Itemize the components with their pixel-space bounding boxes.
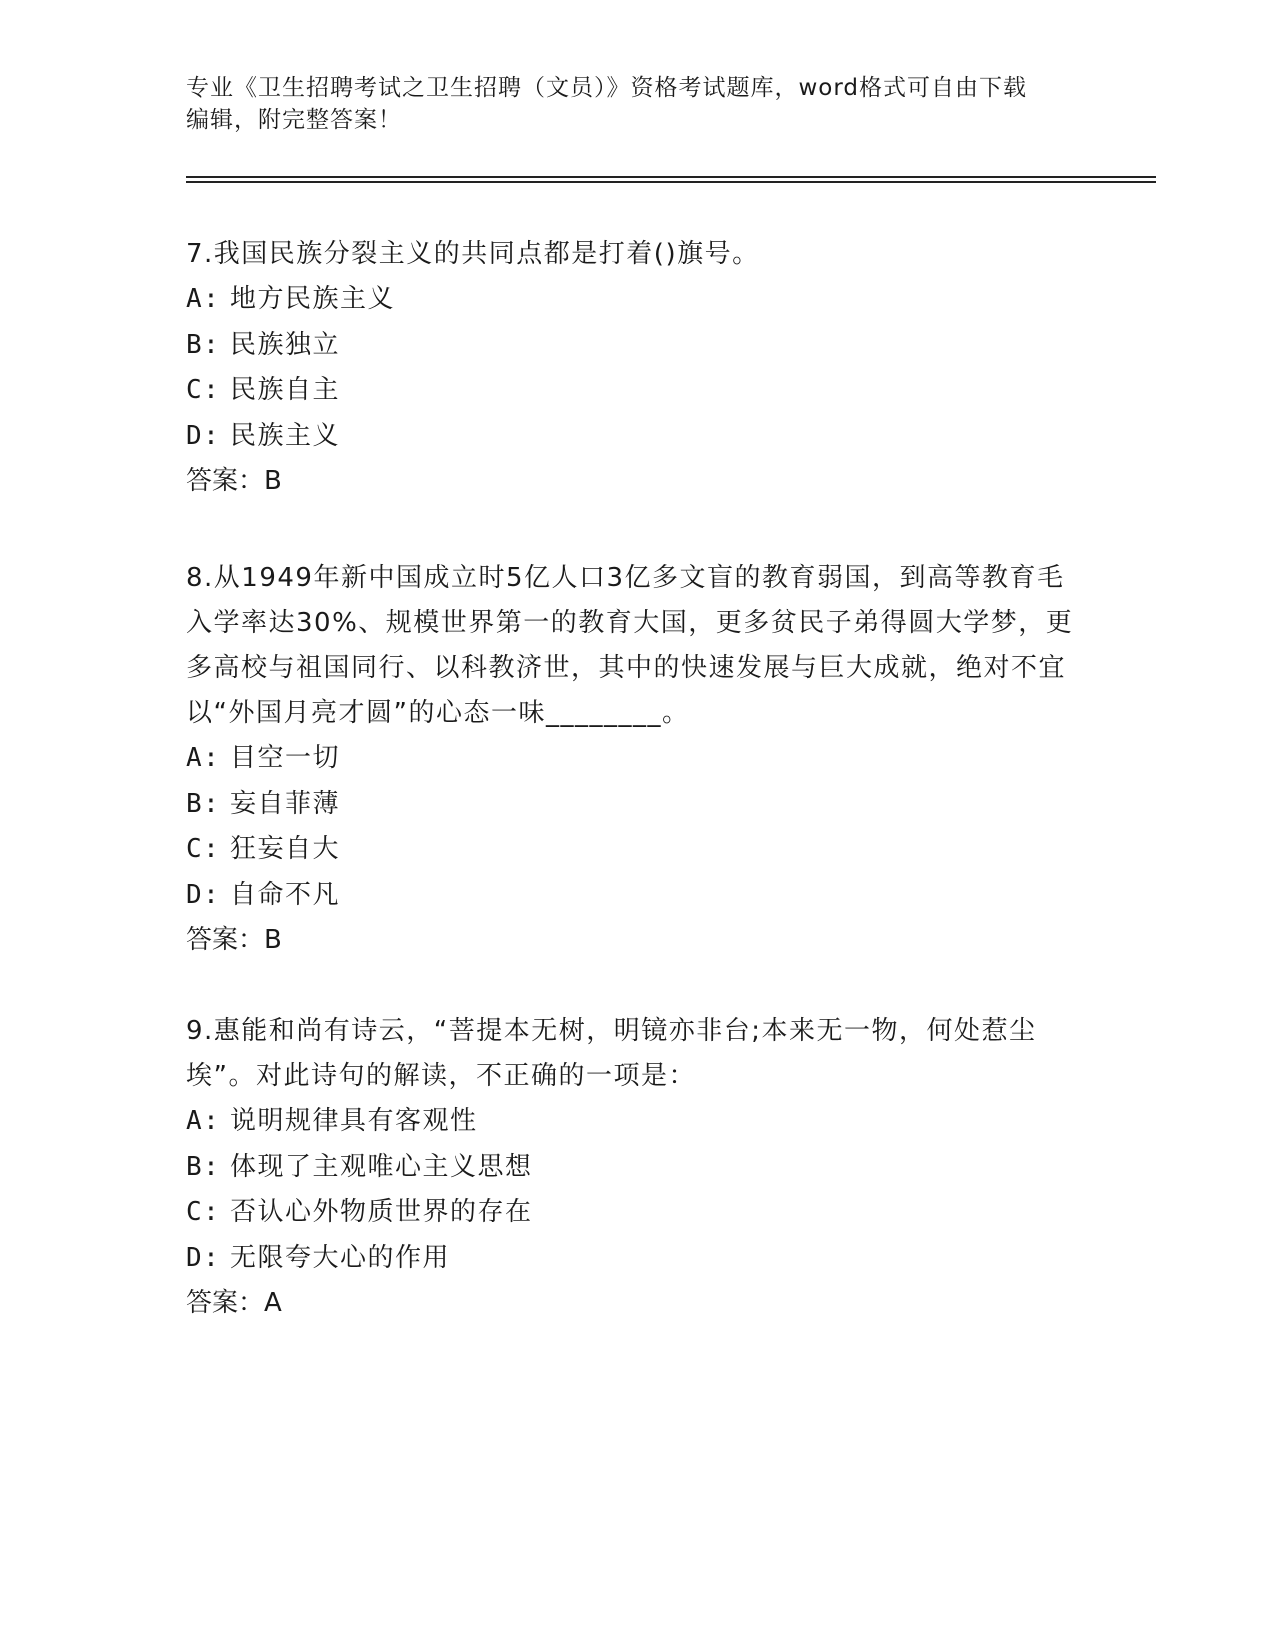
option-letter: D: bbox=[186, 420, 221, 451]
option-d bbox=[186, 414, 1086, 460]
option-text: 否认心外物质世界的存在 bbox=[230, 1197, 533, 1227]
option-text: 民族主义 bbox=[230, 420, 341, 451]
question-stem: 9.惠能和尚有诗云，“菩提本无树，明镜亦非台;本来无一物，何处惹尘埃”。对此诗句的解读，不正确的一项是： bbox=[186, 1016, 1037, 1091]
option-letter: C: bbox=[186, 834, 221, 864]
option-text: 民族自主 bbox=[230, 375, 341, 405]
option-text: 妄自菲薄 bbox=[230, 788, 341, 819]
option-letter: A: bbox=[186, 1106, 221, 1136]
option-text: 民族独立 bbox=[230, 329, 341, 360]
option-letter: D: bbox=[186, 879, 221, 910]
option-b bbox=[186, 323, 1086, 369]
option-d bbox=[186, 873, 1086, 919]
option-text: 地方民族主义 bbox=[230, 284, 396, 314]
option-letter: C: bbox=[186, 375, 221, 405]
option-text: 体现了主观唯心主义思想 bbox=[230, 1151, 533, 1182]
option-a bbox=[186, 1099, 1086, 1145]
option-letter: B: bbox=[186, 788, 221, 819]
option-text: 自命不凡 bbox=[230, 879, 341, 910]
option-text: 无限夸大心的作用 bbox=[230, 1242, 451, 1273]
option-letter: A: bbox=[186, 743, 221, 773]
option-text: 狂妄自大 bbox=[230, 834, 341, 864]
option-a bbox=[186, 277, 1086, 323]
option-letter: B: bbox=[186, 1151, 221, 1182]
question-stem: 8.从1949年新中国成立时5亿人口3亿多文盲的教育弱国，到高等教育毛入学率达30%、规模世界第一的教育大国，更多贫民子弟得圆大学梦，更多高校与祖国同行、以科教济世，其中的快速发展与巨大成就，绝对不宜以“外国月亮才圆”的心态一味________。 bbox=[186, 563, 1074, 728]
option-letter: D: bbox=[186, 1242, 221, 1273]
header-divider-top bbox=[186, 176, 1156, 178]
option-letter: C: bbox=[186, 1197, 221, 1227]
option-d bbox=[186, 1236, 1086, 1282]
header-line-1: 专业《卫生招聘考试之卫生招聘（文员）》资格考试题库，word格式可自由下载 bbox=[186, 75, 1028, 101]
question-stem: 7.我国民族分裂主义的共同点都是打着()旗号。 bbox=[186, 239, 760, 269]
answer: 答案：B bbox=[186, 466, 282, 496]
option-a bbox=[186, 736, 1086, 782]
option-letter: A: bbox=[186, 284, 221, 314]
option-c bbox=[186, 827, 1086, 873]
question-9 bbox=[186, 1009, 1086, 1326]
option-b bbox=[186, 782, 1086, 828]
option-b bbox=[186, 1145, 1086, 1191]
question-7 bbox=[186, 232, 1086, 504]
header-line-2: 编辑，附完整答案！ bbox=[186, 107, 402, 133]
question-8 bbox=[186, 556, 1086, 963]
answer: 答案：B bbox=[186, 925, 282, 955]
option-c bbox=[186, 368, 1086, 414]
option-text: 说明规律具有客观性 bbox=[230, 1106, 478, 1136]
option-text: 目空一切 bbox=[230, 743, 341, 773]
option-letter: B: bbox=[186, 329, 221, 360]
header-divider-bottom bbox=[186, 181, 1156, 183]
document-header bbox=[186, 72, 1086, 136]
answer: 答案：A bbox=[186, 1288, 282, 1318]
option-c bbox=[186, 1190, 1086, 1236]
